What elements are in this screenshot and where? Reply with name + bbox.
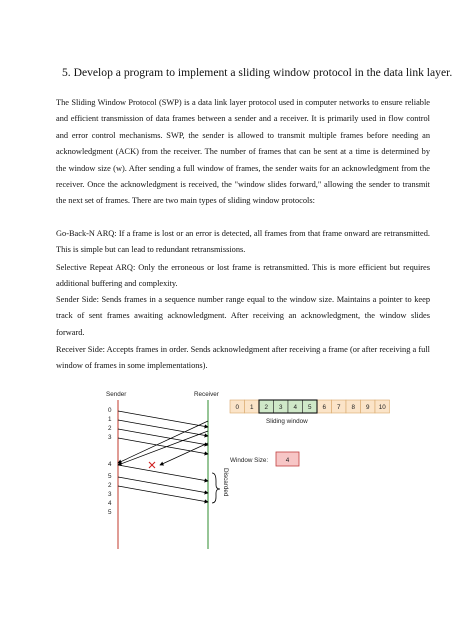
sender-frame-label: 4 <box>108 500 112 507</box>
receiver-label: Receiver <box>194 391 219 398</box>
sender-side-paragraph: Sender Side: Sends frames in a sequence number range equal to the window size. Maintains a pointer to keep track of sent frames awaiting acknowledgment. After receiving an acknowledgment, the window slides forward. <box>56 295 430 337</box>
window-cell-label: 3 <box>278 404 283 411</box>
diagram-canvas <box>90 385 390 555</box>
sender-frame-label: 1 <box>108 416 112 423</box>
frame-arrow <box>118 421 208 463</box>
discarded-bracket <box>212 473 220 503</box>
window-size-label: Window Size: <box>230 457 269 464</box>
sender-frame-label: 4 <box>108 461 112 468</box>
sender-frame-label: 5 <box>108 473 112 480</box>
window-cell-label: 8 <box>351 404 356 411</box>
window-size-value: 4 <box>285 457 290 464</box>
sender-frame-label: 2 <box>108 482 112 489</box>
window-cell-label: 5 <box>307 404 312 411</box>
sender-frame-label: 0 <box>108 407 112 414</box>
window-cell-label: 6 <box>322 404 327 411</box>
go-back-n-paragraph: Go-Back-N ARQ: If a frame is lost or an error is detected, all frames from that frame onward are retransmitted. This is simple but can lead to redundant retransmissions. <box>56 229 430 255</box>
sender-frame-label: 2 <box>108 425 112 432</box>
lost-frame-mark <box>149 462 155 468</box>
frame-arrow <box>118 477 208 493</box>
frame-arrow <box>118 431 208 465</box>
frame-arrow <box>118 465 208 481</box>
window-cell-label: 1 <box>249 404 254 411</box>
window-cell-label: 4 <box>293 404 298 411</box>
frame-arrow <box>118 420 208 436</box>
page-heading: 5. Develop a program to implement a sliding window protocol in the data link layer. <box>62 66 453 79</box>
window-cell-label: 0 <box>235 404 240 411</box>
frame-arrow <box>118 411 208 427</box>
sliding-window-strip <box>230 400 390 413</box>
frame-arrows <box>118 411 208 502</box>
window-cell-label: 2 <box>264 404 269 411</box>
window-cell-label: 9 <box>365 404 370 411</box>
discarded-label: Discarded <box>222 468 229 497</box>
sender-frame-label: 5 <box>108 509 112 516</box>
sliding-window-diagram <box>90 385 390 555</box>
intro-paragraph: The Sliding Window Protocol (SWP) is a data link layer protocol used in computer networks to ensure reliable and efficient transmission of data frames between a sender and a receiver. It is primarily used in flow control and error control mechanisms. SWP, the sender is allowed to transmit multiple frames before needing an acknowledgment (ACK) from the receiver. The number of frames that can be sent at a time is determined by the window size (w). After sending a full window of frames, the sender waits for an acknowledgment from the receiver. Once the acknowledgment is received, the "window slides forward," allowing the sender to transmit the next set of frames. There are two main types of sliding window protocols: <box>56 98 430 206</box>
window-cell-label: 10 <box>378 404 386 411</box>
sender-label: Sender <box>106 391 127 398</box>
receiver-side-paragraph: Receiver Side: Accepts frames in order. Sends acknowledgment after receiving a frame (or after receiving a full window of frames in some implementations). <box>56 345 430 371</box>
frame-arrow <box>118 438 208 454</box>
sender-frame-labels <box>108 407 112 516</box>
sliding-window-label: Sliding window <box>266 418 308 425</box>
window-cell-label: 7 <box>336 404 341 411</box>
frame-arrow <box>118 486 208 502</box>
sender-frame-label: 3 <box>108 491 112 498</box>
frame-arrow <box>118 429 208 445</box>
selective-repeat-paragraph: Selective Repeat ARQ: Only the erroneous or lost frame is retransmitted. This is more efficient but requires additional buffering and complexity. <box>56 263 430 289</box>
sender-frame-label: 3 <box>108 434 112 441</box>
